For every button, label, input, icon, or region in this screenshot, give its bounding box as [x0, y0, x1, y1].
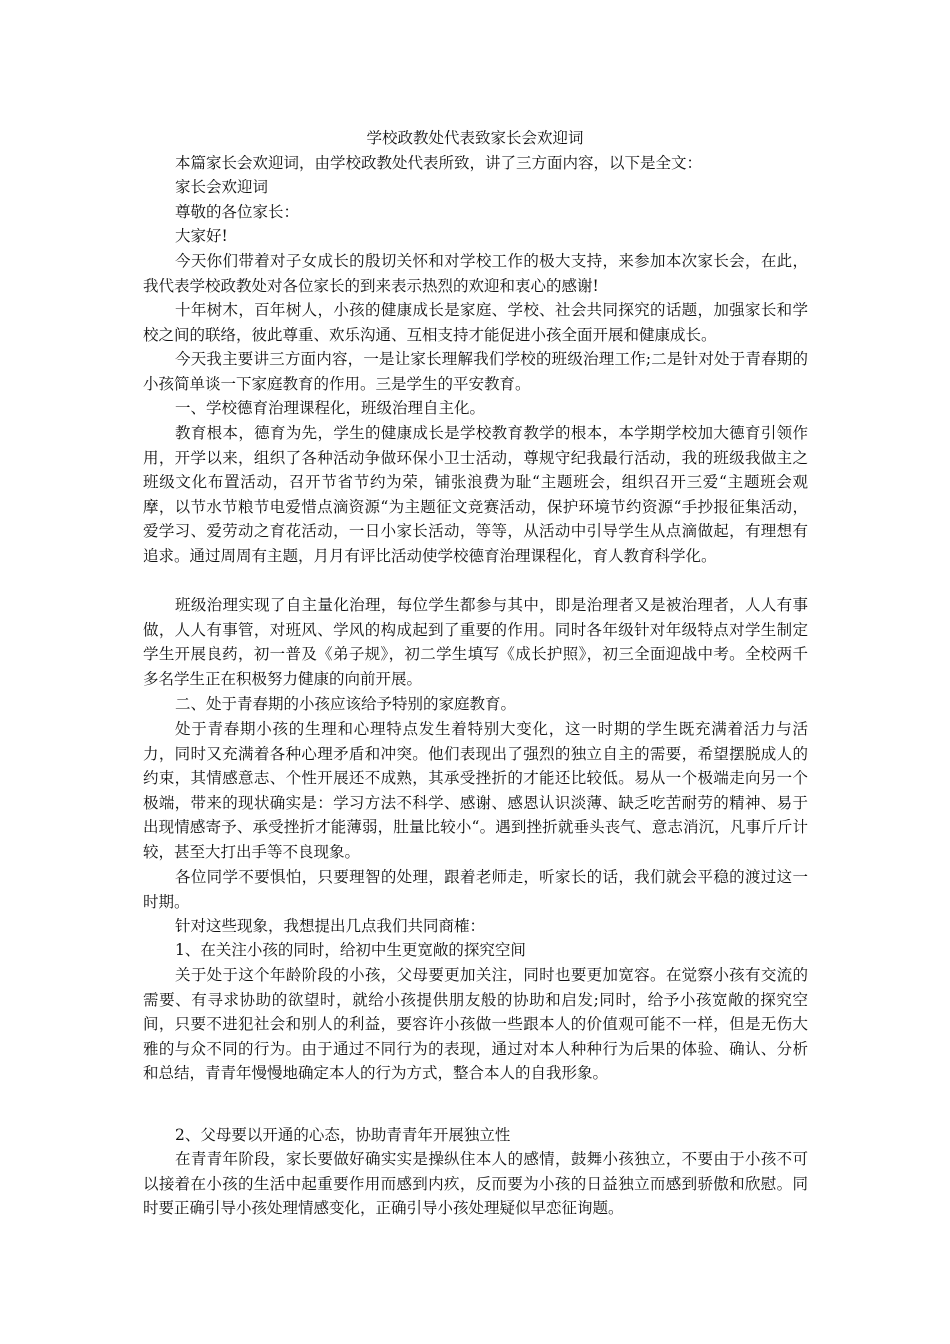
- paragraph-welcome: 今天你们带着对子女成长的殷切关怀和对学校工作的极大支持，来参加本次家长会，在此，我代表学校政教处对各位家长的到来表示热烈的欢迎和衷心的感谢!: [143, 252, 808, 295]
- paragraph-intro: 本篇家长会欢迎词，由学校政教处代表所致，讲了三方面内容，以下是全文：: [175, 154, 703, 172]
- paragraph-exploration-space: 关于处于这个年龄阶段的小孩，父母要更加关注，同时也要更加宽容。在觉察小孩有交流的需要、有寻求协助的欲望时，就给小孩提供朋友般的协助和启发;同时，给予小孩宽敞的探究空间，只要不进犯社会和别人的利益，要容许小孩做一些跟本人的价值观可能不一样，但是无伤大雅的与众不同的行为。由于通过不同行为的表现，通过对本人种种行为后果的体验、确认、分析和总结，青青年慢慢地确定本人的行为方式，整合本人的自我形象。: [143, 966, 808, 1083]
- paragraph-suggestions-intro: 针对这些现象，我想提出几点我们共同商榷：: [175, 917, 486, 935]
- paragraph-reassurance: 各位同学不要惧怕，只要理智的处理，跟着老师走，听家长的话，我们就会平稳的渡过这一时期。: [143, 868, 808, 911]
- paragraph-independence: 在青青年阶段，家长要做好确实实是操纵住本人的感情，鼓舞小孩独立，不要由于小孩不可以接着在小孩的生活中起重要作用而感到内疚，反而要为小孩的日益独立而感到骄傲和欣慰。同时要正确引导小孩处理情感变化，正确引导小孩处理疑似早恋征询题。: [143, 1150, 808, 1218]
- document-title: 学校政教处代表致家长会欢迎词: [366, 129, 584, 147]
- subheading-1: 1、在关注小孩的同时，给初中生更宽敞的探究空间: [175, 941, 526, 959]
- subheading-2: 2、父母要以开通的心态，协助青青年开展独立性: [175, 1126, 511, 1144]
- paragraph-adolescence: 处于青春期小孩的生理和心理特点发生着特别大变化，这一时期的学生既充满着活力与活力，同时又充满着各种心理矛盾和冲突。他们表现出了强烈的独立自主的需要，希望摆脱成人的约束，其情感意志、个性开展还不成熟，其承受挫折的才能还比较低。易从一个极端走向另一个极端，带来的现状确实是：学习方法不科学、感谢、感恩认识淡薄、缺乏吃苦耐劳的精神、易于出现情感寄予、承受挫折才能薄弱，肚量比较小“。遇到挫折就垂头丧气、意志消沉，凡事斤斤计较，甚至大打出手等不良现象。: [143, 720, 808, 861]
- paragraph-greeting: 大家好!: [175, 227, 228, 245]
- paragraph-cooperation: 十年树木，百年树人，小孩的健康成长是家庭、学校、社会共同探究的话题，加强家长和学校之间的联络，彼此尊重、欢乐沟通、互相支持才能促进小孩全面开展和健康成长。: [143, 301, 808, 344]
- paragraph-heading: 家长会欢迎词: [175, 178, 269, 196]
- paragraph-salutation: 尊敬的各位家长：: [175, 203, 300, 221]
- paragraph-outline: 今天我主要讲三方面内容，一是让家长理解我们学校的班级治理工作;二是针对处于青春期的小孩简单谈一下家庭教育的作用。三是学生的平安教育。: [143, 350, 808, 393]
- section-heading-1: 一、学校德育治理课程化，班级治理自主化。: [175, 399, 486, 417]
- paragraph-moral-education: 教育根本，德育为先，学生的健康成长是学校教育教学的根本，本学期学校加大德育引领作用，开学以来，组织了各种活动争做环保小卫士活动，尊规守纪我最行活动，我的班级我做主之班级文化布置活动，召开节省节约为荣，铺张浪费为耻“主题班会，组织召开三爱“主题班会观摩，以节水节粮节电爱惜点滴资源“为主题征文竞赛活动，保护环境节约资源“手抄报征集活动，爱学习、爱劳动之育花活动，一日小家长活动，等等，从活动中引导学生从点滴做起，有理想有追求。通过周周有主题，月月有评比活动使学校德育治理课程化，育人教育科学化。: [143, 424, 808, 565]
- paragraph-class-management: 班级治理实现了自主量化治理，每位学生都参与其中，即是治理者又是被治理者，人人有事做，人人有事管，对班风、学风的构成起到了重要的作用。同时各年级针对年级特点对学生制定学生开展良药，初一普及《弟子规》，初二学生填写《成长护照》，初三全面迎战中考。全校两千多名学生正在积极努力健康的向前开展。: [143, 596, 808, 688]
- section-heading-2: 二、处于青春期的小孩应该给予特别的家庭教育。: [175, 695, 517, 713]
